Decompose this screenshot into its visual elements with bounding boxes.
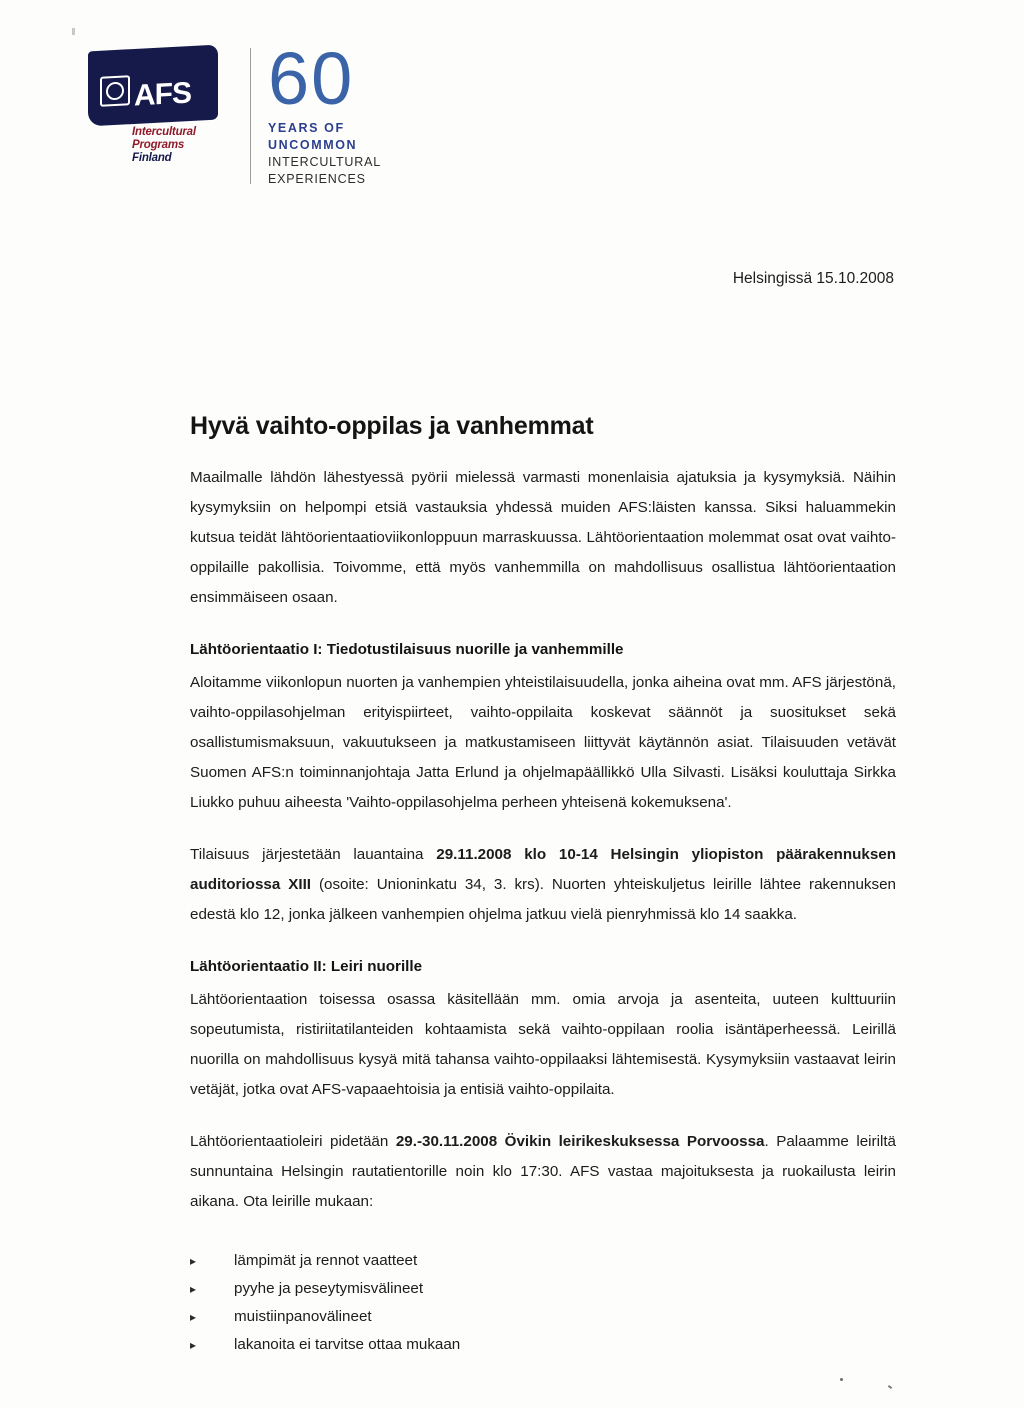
letter-body [190,412,896,1359]
section2-heading: Lähtöorientaatio II: Leiri nuorille [190,958,423,975]
letterhead-divider [250,48,251,184]
bullet-icon: ▸ [190,1254,197,1268]
bullet-icon: ▸ [190,1282,197,1296]
anniversary-line2: UNCOMMON [268,138,358,152]
date-line: Helsingissä 15.10.2008 [732,270,894,287]
list-item-label: pyyhe ja peseytymisvälineet [234,1280,424,1297]
anniversary-line3: INTERCULTURAL [268,155,381,169]
section1-heading: Lähtöorientaatio I: Tiedotustilaisuus nuorille ja vanhemmille [190,641,624,658]
section1-detail-prefix: Tilaisuus järjestetään lauantaina [190,846,437,863]
list-item [190,1331,896,1359]
page-title: Hyvä vaihto-oppilas ja vanhemmat [190,412,594,440]
intro-paragraph: Maailmalle lähdön lähestyessä pyörii mielessä varmasti monenlaisia ajatuksia ja kysymyksiä. Näihin kysymyksiin on helpompi etsiä vastauksia yhdessä muiden AFS:läisten kanssa. Siksi haluammekin kutsua teidät lähtöorientaatioviikonloppuun marraskuussa. Lähtöorientaation molemmat osat ovat vaihto-oppilaille pakollisia. Toivomme, että myös vanhemmilla on mahdollisuus osallistua lähtöorientaation ensimmäiseen osaan. [190,469,896,606]
scan-artifact [840,1378,843,1381]
section2-detail-suffix: . Palaamme leiriltä sunnuntaina Helsingin rautatientorille noin klo 17:30. AFS vastaa majoituksesta ja ruokailusta leirin aikana. Ota leirille mukaan: [190,1133,896,1210]
list-item [190,1303,896,1331]
bullet-icon: ▸ [190,1310,197,1324]
afs-logo-text: AFS [134,76,191,113]
afs-sublogo [132,126,232,165]
anniversary-line4: EXPERIENCES [268,172,366,186]
anniversary-line1: YEARS OF [268,121,345,135]
section1-body: Aloitamme viikonlopun nuorten ja vanhempien yhteistilaisuudella, jonka aiheina ovat mm. AFS järjestönä, vaihto-oppilasohjelman erityispiirteet, vaihto-oppilaita koskevat säännöt ja suositukset sekä osallistumismaksuun, vakuutukseen ja matkustamiseen liittyvät käytännön asiat. Tilaisuuden vetävät Suomen AFS:n toiminnanjohtaja Jatta Erlund ja ohjelmapäällikkö Ulla Silvasti. Lisäksi kouluttaja Sirkka Liukko puhuu aiheesta 'Vaihto-oppilasohjelma perheen yhteisenä kokemuksena'. [190,674,896,811]
anniversary-tagline [268,120,381,188]
anniversary-block [268,37,381,188]
scan-artifact [72,28,75,35]
list-item [190,1247,896,1275]
section1-detail-suffix: (osoite: Unioninkatu 34, 3. krs). Nuorten yhteiskuljetus leirille lähtee rakennuksen edestä klo 12, jonka jälkeen vanhempien ohjelma jatkuu vielä pienryhmissä klo 14 saakka. [190,876,896,923]
section1-detail [190,840,896,930]
section2-detail [190,1127,896,1217]
letterhead [88,48,228,188]
section2-body: Lähtöorientaation toisessa osassa käsitellään mm. omia arvoja ja asenteita, uuteen kulttuuriin sopeutumista, ristiriitatilanteiden kohtaamista sekä vaihto-oppilaan roolia isäntäperheessä. Leirillä nuorilla on mahdollisuus kysyä mitä tahansa vaihto-oppilaaksi lähtemisestä. Kysymyksiin vastaavat leirin vetäjät, jotka ovat AFS-vapaaehtoisia ja entisiä vaihto-oppilaita. [190,991,896,1098]
anniversary-number: 60 [268,37,355,120]
section2-detail-bold: 29.-30.11.2008 Övikin leirikeskuksessa Porvoossa [395,1133,765,1150]
afs-sub-line2: Programs [132,139,185,151]
afs-logo [88,48,228,188]
afs-sub-line1: Intercultural [132,126,196,138]
afs-sub-line3: Finland [132,152,172,164]
list-item-label: lämpimät ja rennot vaatteet [234,1252,418,1269]
packing-list [190,1247,896,1359]
list-item-label: muistiinpanovälineet [234,1308,372,1325]
bullet-icon: ▸ [190,1338,197,1352]
list-item-label: lakanoita ei tarvitse ottaa mukaan [234,1336,461,1353]
section2-detail-prefix: Lähtöorientaatioleiri pidetään [190,1133,396,1150]
scan-artifact [888,1385,892,1389]
section1-detail-bold: 29.11.2008 klo 10-14 Helsingin yliopiston päärakennuksen auditoriossa XIII [190,846,897,893]
afs-emblem-icon [100,75,130,107]
list-item [190,1275,896,1303]
